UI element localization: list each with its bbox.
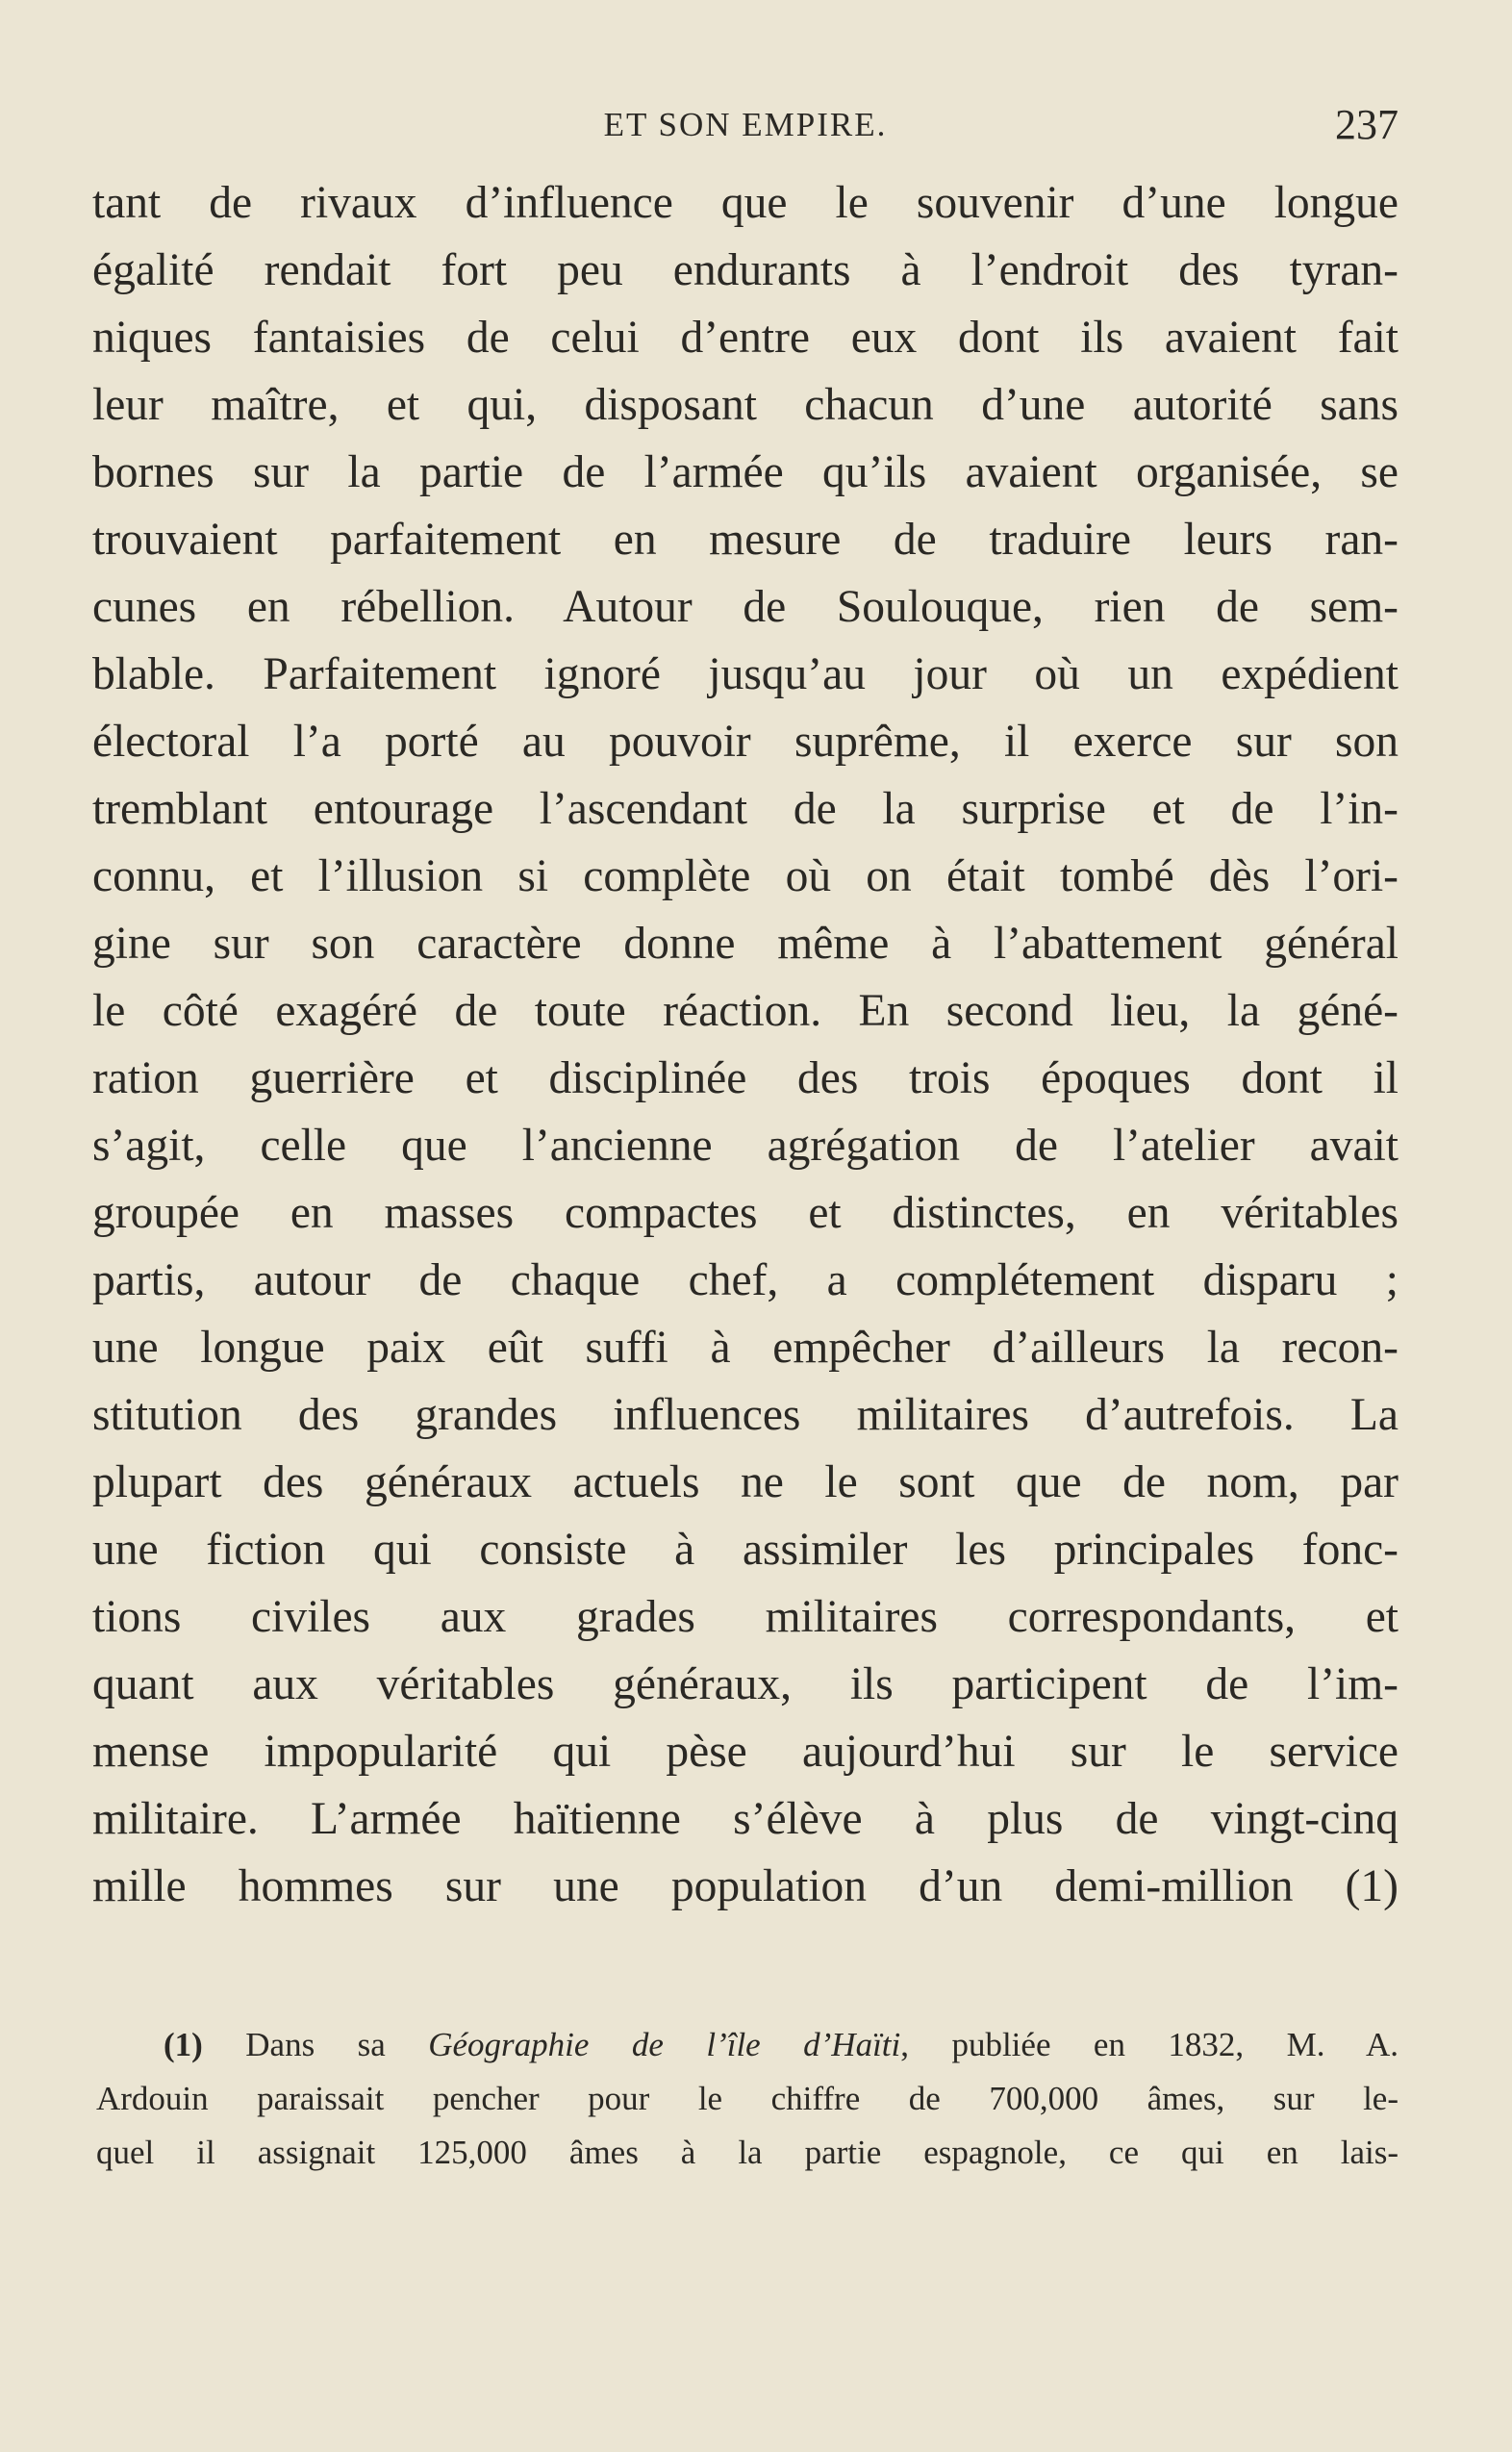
footnote-marker: (1)	[164, 2026, 203, 2063]
page-number: 237	[1335, 101, 1399, 148]
running-header	[92, 96, 1399, 154]
text-line: électoral l’a porté au pouvoir suprême, il exerce sur son	[92, 717, 1399, 767]
text-line: tions civiles aux grades militaires correspondants, et	[92, 1592, 1399, 1642]
text-line: tremblant entourage l’ascendant de la surprise et de l’in-	[92, 784, 1399, 834]
text-line: plupart des généraux actuels ne le sont que de nom, par	[92, 1457, 1399, 1507]
text-line: ration guerrière et disciplinée des trois époques dont il	[92, 1053, 1399, 1103]
text-line: mille hommes sur une population d’un demi-million (1)	[92, 1861, 1399, 1911]
text-line: une longue paix eût suffi à empêcher d’ailleurs la recon-	[92, 1323, 1399, 1373]
running-title: ET SON EMPIRE.	[603, 106, 888, 143]
text-line: blable. Parfaitement ignoré jusqu’au jour où un expédient	[92, 649, 1399, 699]
text-line: quant aux véritables généraux, ils participent de l’im-	[92, 1659, 1399, 1709]
text-line: niques fantaisies de celui d’entre eux dont ils avaient fait	[92, 313, 1399, 363]
text-line: connu, et l’illusion si complète où on était tombé dès l’ori-	[92, 851, 1399, 901]
text-line: partis, autour de chaque chef, a complétement disparu ;	[92, 1255, 1399, 1305]
footnote-text: Dans sa	[202, 2026, 429, 2063]
text-line: mense impopularité qui pèse aujourd’hui sur le service	[92, 1727, 1399, 1777]
footnote	[96, 2018, 1399, 2180]
footnote-book-title: Géographie de l’île d’Haïti	[428, 2026, 901, 2063]
footnote-line: Ardouin paraissait pencher pour le chiffre de 700,000 âmes, sur le-	[96, 2080, 1399, 2117]
footnote-text: , publiée en 1832, M. A.	[900, 2026, 1399, 2063]
text-line: tant de rivaux d’influence que le souvenir d’une longue	[92, 178, 1399, 228]
text-line: trouvaient parfaitement en mesure de traduire leurs ran-	[92, 515, 1399, 565]
text-line: une fiction qui consiste à assimiler les principales fonc-	[92, 1525, 1399, 1575]
text-line: s’agit, celle que l’ancienne agrégation de l’atelier avait	[92, 1121, 1399, 1171]
text-line: leur maître, et qui, disposant chacun d’une autorité sans	[92, 380, 1399, 430]
text-line: égalité rendait fort peu endurants à l’endroit des tyran-	[92, 245, 1399, 295]
text-line: groupée en masses compactes et distinctes, en véritables	[92, 1188, 1399, 1238]
footnote-line: quel il assignait 125,000 âmes à la partie espagnole, ce qui en lais-	[96, 2134, 1399, 2171]
text-line: stitution des grandes influences militaires d’autrefois. La	[92, 1390, 1399, 1440]
text-line: gine sur son caractère donne même à l’abattement général	[92, 919, 1399, 969]
text-line: le côté exagéré de toute réaction. En second lieu, la géné-	[92, 986, 1399, 1036]
body-text	[92, 169, 1399, 1920]
text-line: cunes en rébellion. Autour de Soulouque, rien de sem-	[92, 582, 1399, 632]
text-line: bornes sur la partie de l’armée qu’ils avaient organisée, se	[92, 447, 1399, 497]
footnote-line	[96, 2018, 1399, 2072]
text-line: militaire. L’armée haïtienne s’élève à plus de vingt-cinq	[92, 1794, 1399, 1844]
